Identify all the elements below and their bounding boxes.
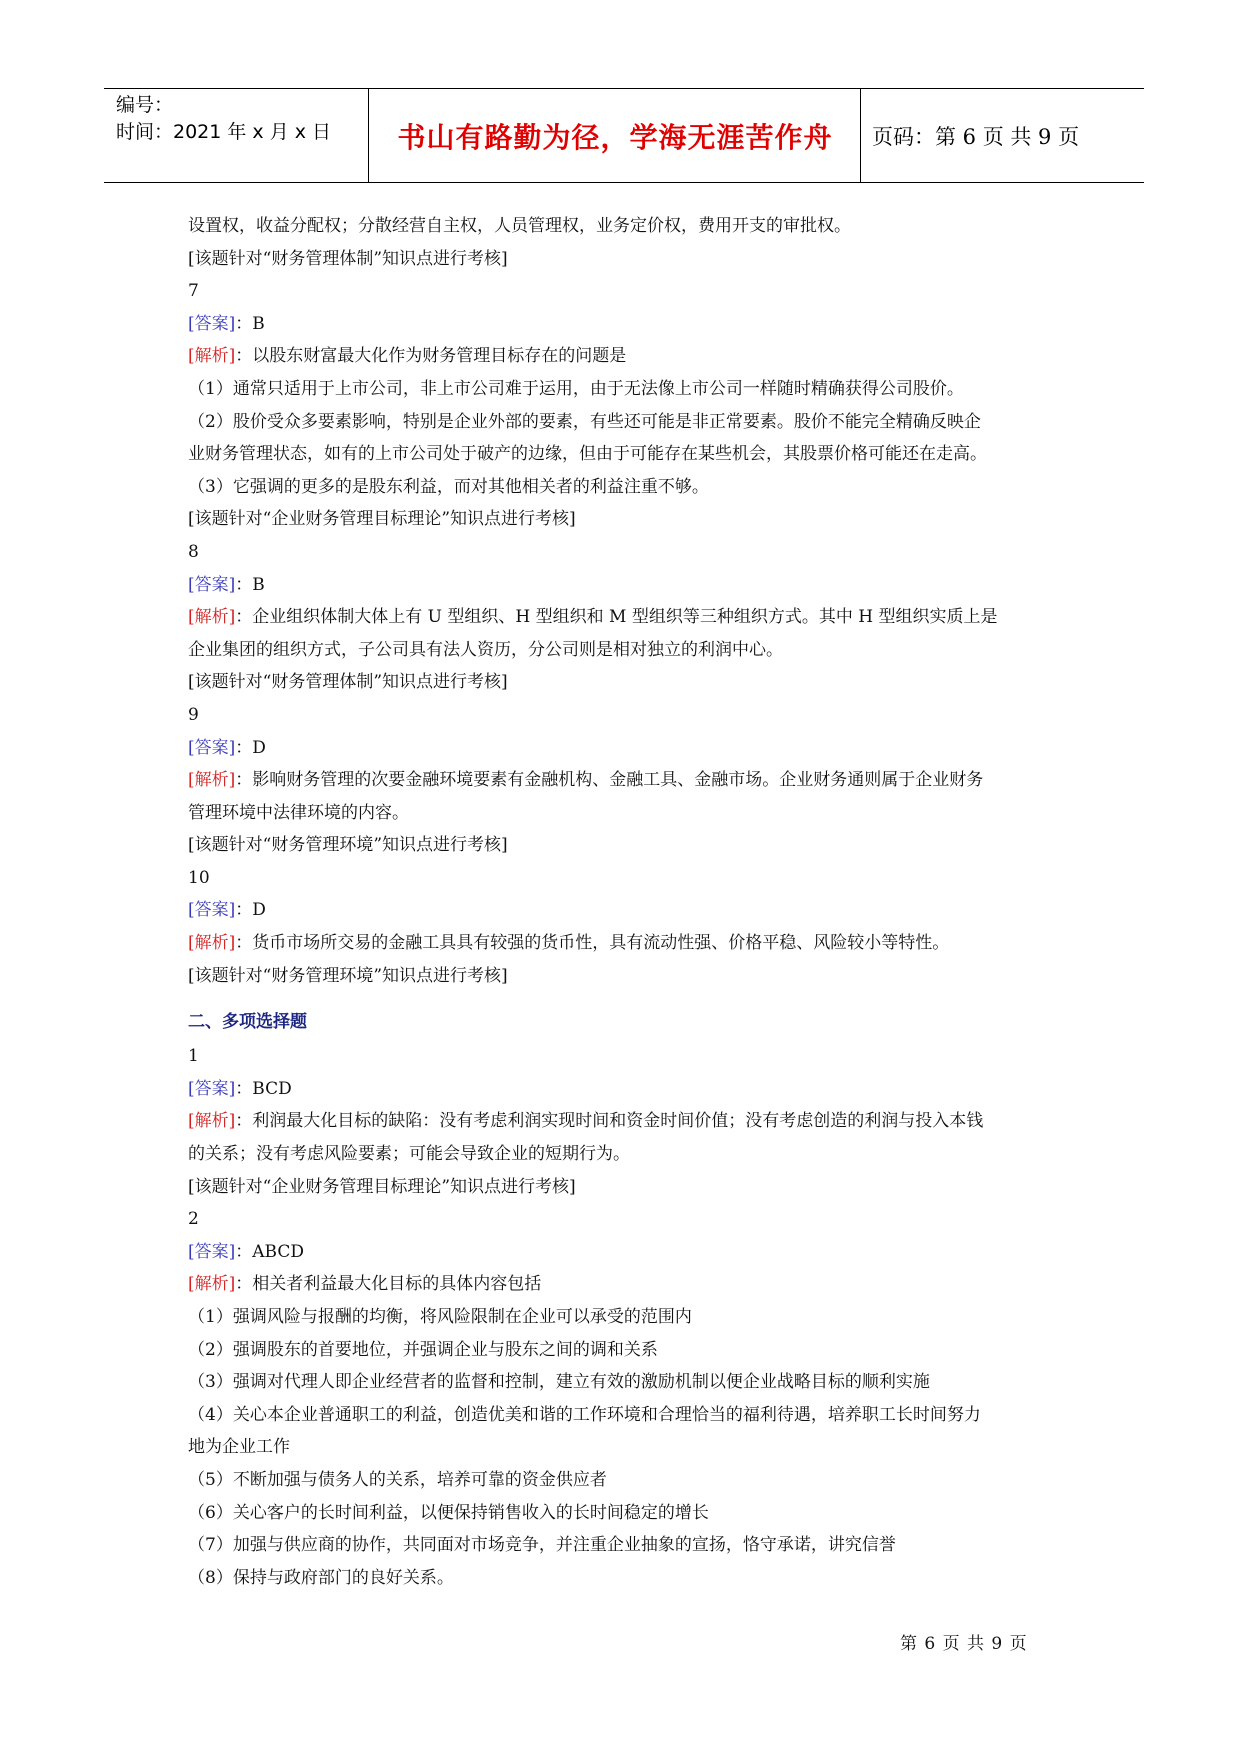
explanation-label: [解析]	[188, 346, 236, 367]
document-body	[188, 210, 1068, 1594]
text-line	[188, 569, 1068, 602]
text-line	[188, 308, 1068, 341]
text-line	[188, 1105, 1068, 1138]
text-line	[188, 1334, 1068, 1367]
text-line	[188, 1203, 1068, 1236]
line-text: ：以股东财富最大化作为财务管理目标存在的问题是	[235, 346, 627, 367]
header-divider-right	[860, 88, 861, 183]
line-text: 2	[188, 1209, 199, 1230]
line-text: ：D	[235, 900, 266, 921]
line-text: 9	[188, 704, 199, 725]
line-text: （2）强调股东的首要地位，并强调企业与股东之间的调和关系	[188, 1339, 658, 1360]
line-text: 10	[188, 867, 210, 888]
line-text: 地为企业工作	[188, 1437, 290, 1458]
answer-label: [答案]	[188, 574, 236, 595]
explanation-label: [解析]	[188, 933, 236, 954]
text-line	[188, 862, 1068, 895]
text-line	[188, 699, 1068, 732]
text-line	[188, 340, 1068, 373]
line-text: （3）强调对代理人即企业经营者的监督和控制，建立有效的激励机制以便企业战略目标的顺利实施	[188, 1372, 930, 1393]
text-line	[188, 1366, 1068, 1399]
line-text: （2）股价受众多要素影响，特别是企业外部的要素，有些还可能是非正常要素。股价不能完全精确反映企	[188, 411, 981, 432]
line-text: 的关系；没有考虑风险要素；可能会导致企业的短期行为。	[188, 1144, 630, 1165]
line-text: ：相关者利益最大化目标的具体内容包括	[235, 1274, 542, 1295]
text-line	[188, 1562, 1068, 1595]
text-line	[188, 1399, 1068, 1432]
text-line	[188, 503, 1068, 536]
answer-label: [答案]	[188, 1078, 236, 1099]
line-text: 1	[188, 1046, 199, 1067]
text-line	[188, 275, 1068, 308]
text-line	[188, 1040, 1068, 1073]
line-text: （5）不断加强与债务人的关系，培养可靠的资金供应者	[188, 1469, 607, 1490]
text-line	[188, 1431, 1068, 1464]
explanation-label: [解析]	[188, 770, 236, 791]
page-footer: 第 6 页 共 9 页	[900, 1634, 1028, 1654]
answer-block-single-choice	[188, 210, 1068, 992]
line-text: [该题针对“财务管理体制”知识点进行考核]	[188, 248, 508, 269]
text-line	[188, 829, 1068, 862]
text-line	[188, 1236, 1068, 1269]
text-line	[188, 732, 1068, 765]
line-text: （7）加强与供应商的协作，共同面对市场竞争，并注重企业抽象的宣扬，恪守承诺，讲究信誉	[188, 1535, 896, 1556]
text-line	[188, 1529, 1068, 1562]
text-line	[188, 1301, 1068, 1334]
line-text: 7	[188, 281, 199, 302]
answer-label: [答案]	[188, 1241, 236, 1262]
answer-label: [答案]	[188, 313, 236, 334]
line-text: （8）保持与政府部门的良好关系。	[188, 1567, 454, 1588]
line-text: （6）关心客户的长时间利益，以便保持销售收入的长时间稳定的增长	[188, 1502, 709, 1523]
line-text: ：ABCD	[235, 1241, 304, 1262]
section-title: 二、多项选择题	[188, 1012, 307, 1033]
answer-label: [答案]	[188, 737, 236, 758]
line-text: ：企业组织体制大体上有 U 型组织、H 型组织和 M 型组织等三种组织方式。其中 H 型组织实质上是	[235, 607, 998, 628]
text-line	[188, 1073, 1068, 1106]
explanation-label: [解析]	[188, 1111, 236, 1132]
explanation-label: [解析]	[188, 1274, 236, 1295]
line-text: [该题针对“企业财务管理目标理论”知识点进行考核]	[188, 509, 576, 530]
header-page-label: 页码：第 6 页 共 9 页	[872, 124, 1080, 149]
line-text: ：B	[235, 313, 265, 334]
text-line	[188, 764, 1068, 797]
line-text: [该题针对“财务管理环境”知识点进行考核]	[188, 835, 508, 856]
text-line	[188, 1464, 1068, 1497]
text-line	[188, 927, 1068, 960]
text-line	[188, 797, 1068, 830]
line-text: [该题针对“财务管理体制”知识点进行考核]	[188, 672, 508, 693]
line-text: 管理环境中法律环境的内容。	[188, 802, 409, 823]
line-text: [该题针对“财务管理环境”知识点进行考核]	[188, 965, 508, 986]
line-text: （1）强调风险与报酬的均衡，将风险限制在企业可以承受的范围内	[188, 1307, 692, 1327]
header-meta	[116, 92, 366, 146]
answer-label: [答案]	[188, 900, 236, 921]
doc-number-label: 编号：	[116, 94, 174, 116]
text-line	[188, 373, 1068, 406]
text-line	[188, 894, 1068, 927]
text-line	[188, 1268, 1068, 1301]
line-text: ：货币市场所交易的金融工具具有较强的货币性，具有流动性强、价格平稳、风险较小等特性。	[235, 933, 950, 954]
doc-time-label: 时间：2021 年 x 月 x 日	[116, 121, 332, 143]
line-text: 业财务管理状态，如有的上市公司处于破产的边缘，但由于可能存在某些机会，其股票价格可能还在走高。	[188, 444, 987, 465]
line-text: ：利润最大化目标的缺陷：没有考虑利润实现时间和资金时间价值；没有考虑创造的利润与投入本钱	[235, 1111, 984, 1132]
line-text: ：影响财务管理的次要金融环境要素有金融机构、金融工具、金融市场。企业财务通则属于企业财务	[235, 770, 984, 791]
line-text: 企业集团的组织方式，子公司具有法人资历，分公司则是相对独立的利润中心。	[188, 639, 783, 660]
text-line	[188, 1497, 1068, 1530]
text-line	[188, 210, 1068, 243]
explanation-label: [解析]	[188, 607, 236, 628]
text-line	[188, 471, 1068, 504]
line-text: ：D	[235, 737, 266, 758]
text-line	[188, 406, 1068, 439]
answer-block-multiple-choice	[188, 1040, 1068, 1594]
text-line	[188, 1171, 1068, 1204]
line-text: ：BCD	[235, 1078, 292, 1099]
line-text: ：B	[235, 574, 265, 595]
text-line	[188, 960, 1068, 993]
line-text: （4）关心本企业普通职工的利益，创造优美和谐的工作环境和合理恰当的福利待遇，培养职工长时间努力	[188, 1404, 981, 1425]
line-text: [该题针对“企业财务管理目标理论”知识点进行考核]	[188, 1176, 576, 1197]
header-divider-left	[368, 88, 369, 183]
header-motto: 书山有路勤为径，学海无涯苦作舟	[397, 120, 833, 154]
text-line	[188, 666, 1068, 699]
line-text: 设置权，收益分配权；分散经营自主权，人员管理权，业务定价权，费用开支的审批权。	[188, 216, 851, 236]
line-text: （3）它强调的更多的是股东利益，而对其他相关者的利益注重不够。	[188, 476, 709, 497]
text-line	[188, 634, 1068, 667]
text-line	[188, 1138, 1068, 1171]
line-text: 8	[188, 541, 199, 562]
text-line	[188, 601, 1068, 634]
line-text: （1）通常只适用于上市公司，非上市公司难于运用，由于无法像上市公司一样随时精确获得公司股价。	[188, 378, 964, 399]
text-line	[188, 536, 1068, 569]
text-line	[188, 243, 1068, 276]
text-line	[188, 438, 1068, 471]
